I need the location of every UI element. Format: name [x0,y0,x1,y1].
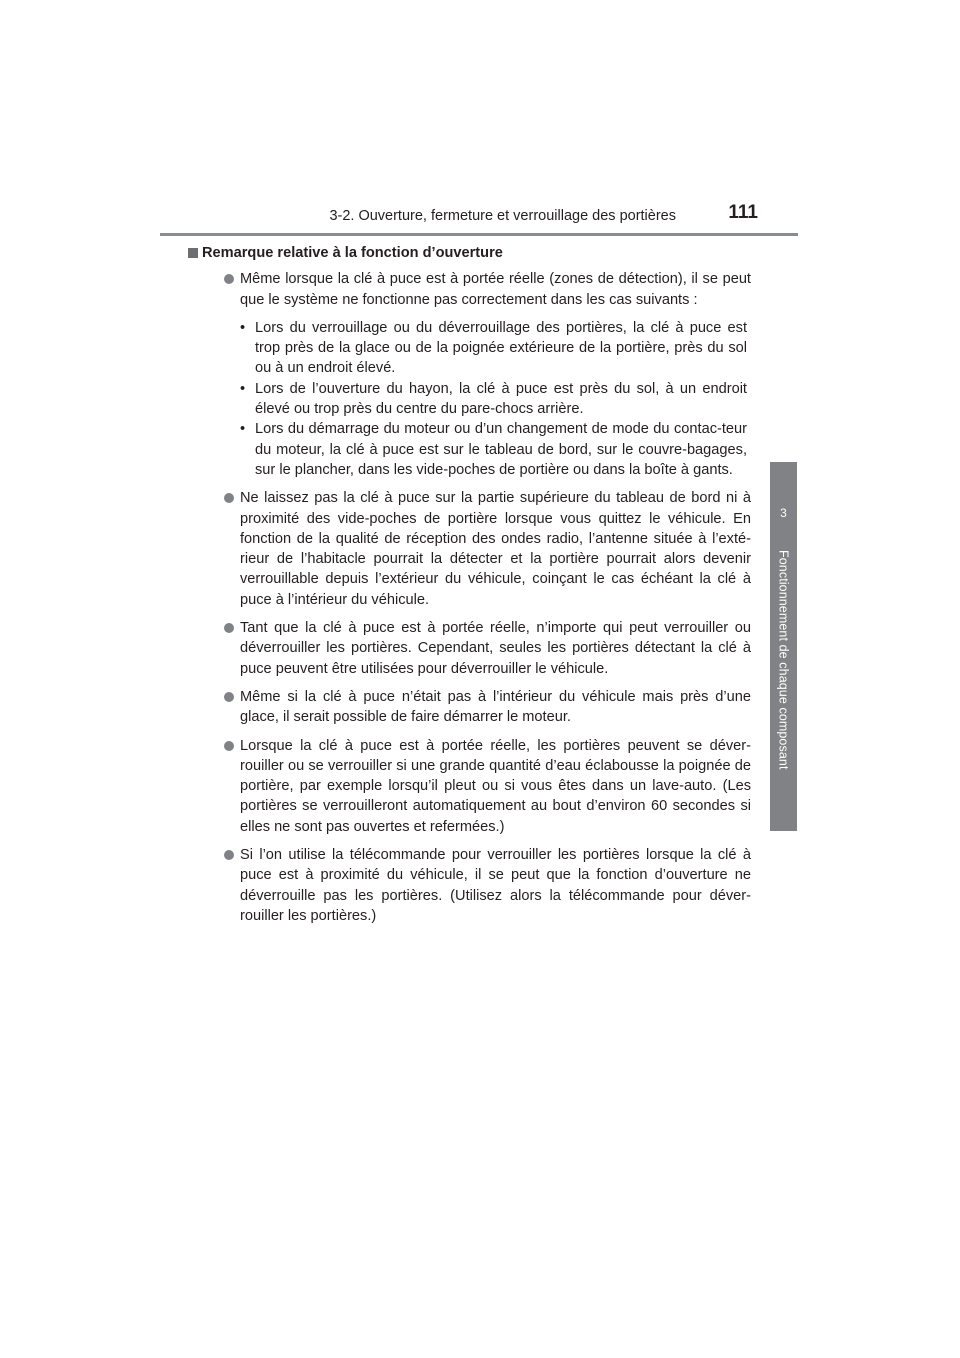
chapter-tab [770,462,797,831]
page-number: 111 [728,202,758,223]
bullet-dot-icon [224,274,234,284]
list-item [208,488,751,610]
list-item-text: Si l’on utilise la télécommande pour verrouiller les portières lorsque la clé à puce est à proximité du véhicule, il se peut que la fonction d’ouverture ne déverrouille pas les portières. (Utilisez alors la télécommande pour déver-rouiller les portières.) [240,847,751,924]
header-divider [160,233,798,236]
list-item-text: Même lorsque la clé à puce est à portée réelle (zones de détection), il se peut que le système ne fonctionne pas correctement dans les cas suivants : [240,271,751,308]
list-item-text: Ne laissez pas la clé à puce sur la partie supérieure du tableau de bord ni à proximité des vide-poches de portière lorsque vous quittez le véhicule. En fonction de la qualité de réception des ondes radio, l’antenne située à l’exté-rieur de l’habitacle pourrait la détecter et la portière pourrait alors devenir verrouillable depuis l’extérieur du véhicule, coinçant le cas échéant la clé à puce à l’intérieur du véhicule. [240,490,751,608]
bullet-dot-icon [224,493,234,503]
bullet-mark-icon: • [240,421,246,438]
bullet-dot-icon [224,850,234,860]
sub-list-item-text: Lors de l’ouverture du hayon, la clé à puce est près du sol, à un endroit élevé ou trop près du centre du pare-chocs arrière. [255,380,747,418]
list-item [208,269,751,310]
sub-list-item [240,379,751,420]
page-content [202,243,751,934]
list-item-text: Tant que la clé à puce est à portée réelle, n’importe qui peut verrouiller ou déverrouiller les portières. Cependant, seules les portières détectant la clé à puce peuvent être utilisées pour déverrouiller le véhicule. [240,620,751,677]
bullet-dot-icon [224,692,234,702]
page-header [160,200,798,236]
list-item [208,845,751,926]
list-item [208,736,751,837]
sub-list-item [240,419,751,480]
sub-list-item-text: Lors du démarrage du moteur ou d’un changement de mode du contac-teur du moteur, la clé à puce est sur le tableau de bord, sur le couvre-bagages, sur le plancher, dans les vide-poches de portière ou dans la boîte à gants. [255,421,747,478]
list-item-text: Même si la clé à puce n’était pas à l’intérieur du véhicule mais près d’une glace, il serait possible de faire démarrer le moteur. [240,688,751,726]
sub-list-item [240,318,751,379]
bullet-mark-icon: • [240,380,246,397]
bullet-dot-icon [224,623,234,633]
sub-list [208,318,751,480]
bullet-mark-icon: • [240,319,246,336]
list-item-text: Lorsque la clé à puce est à portée réelle, les portières peuvent se déver-rouiller ou se verrouiller si une grande quantité d’eau éclabousse la poignée de portière, par exemple lorsqu’il pleut ou si vous êtes dans un lave-auto. (Les portières se verrouilleront automatiquement au bout d’environ 60 secondes si elles ne sont pas ouvertes et refermées.) [240,737,751,835]
square-marker-icon [188,248,198,258]
heading-text: Remarque relative à la fonction d’ouverture [202,245,503,261]
list-item [208,618,751,679]
chapter-label: Fonctionnement de chaque composant [776,550,791,770]
chapter-number: 3 [780,506,787,520]
sub-list-item-text: Lors du verrouillage ou du déverrouillage des portières, la clé à puce est trop près de la glace ou de la poignée extérieure de la portière, près du sol ou à un endroit élevé. [255,319,747,377]
section-heading [185,243,751,263]
bullet-dot-icon [224,741,234,751]
section-title: 3-2. Ouverture, fermeture et verrouillage des portières [329,208,676,224]
list-item [208,687,751,728]
